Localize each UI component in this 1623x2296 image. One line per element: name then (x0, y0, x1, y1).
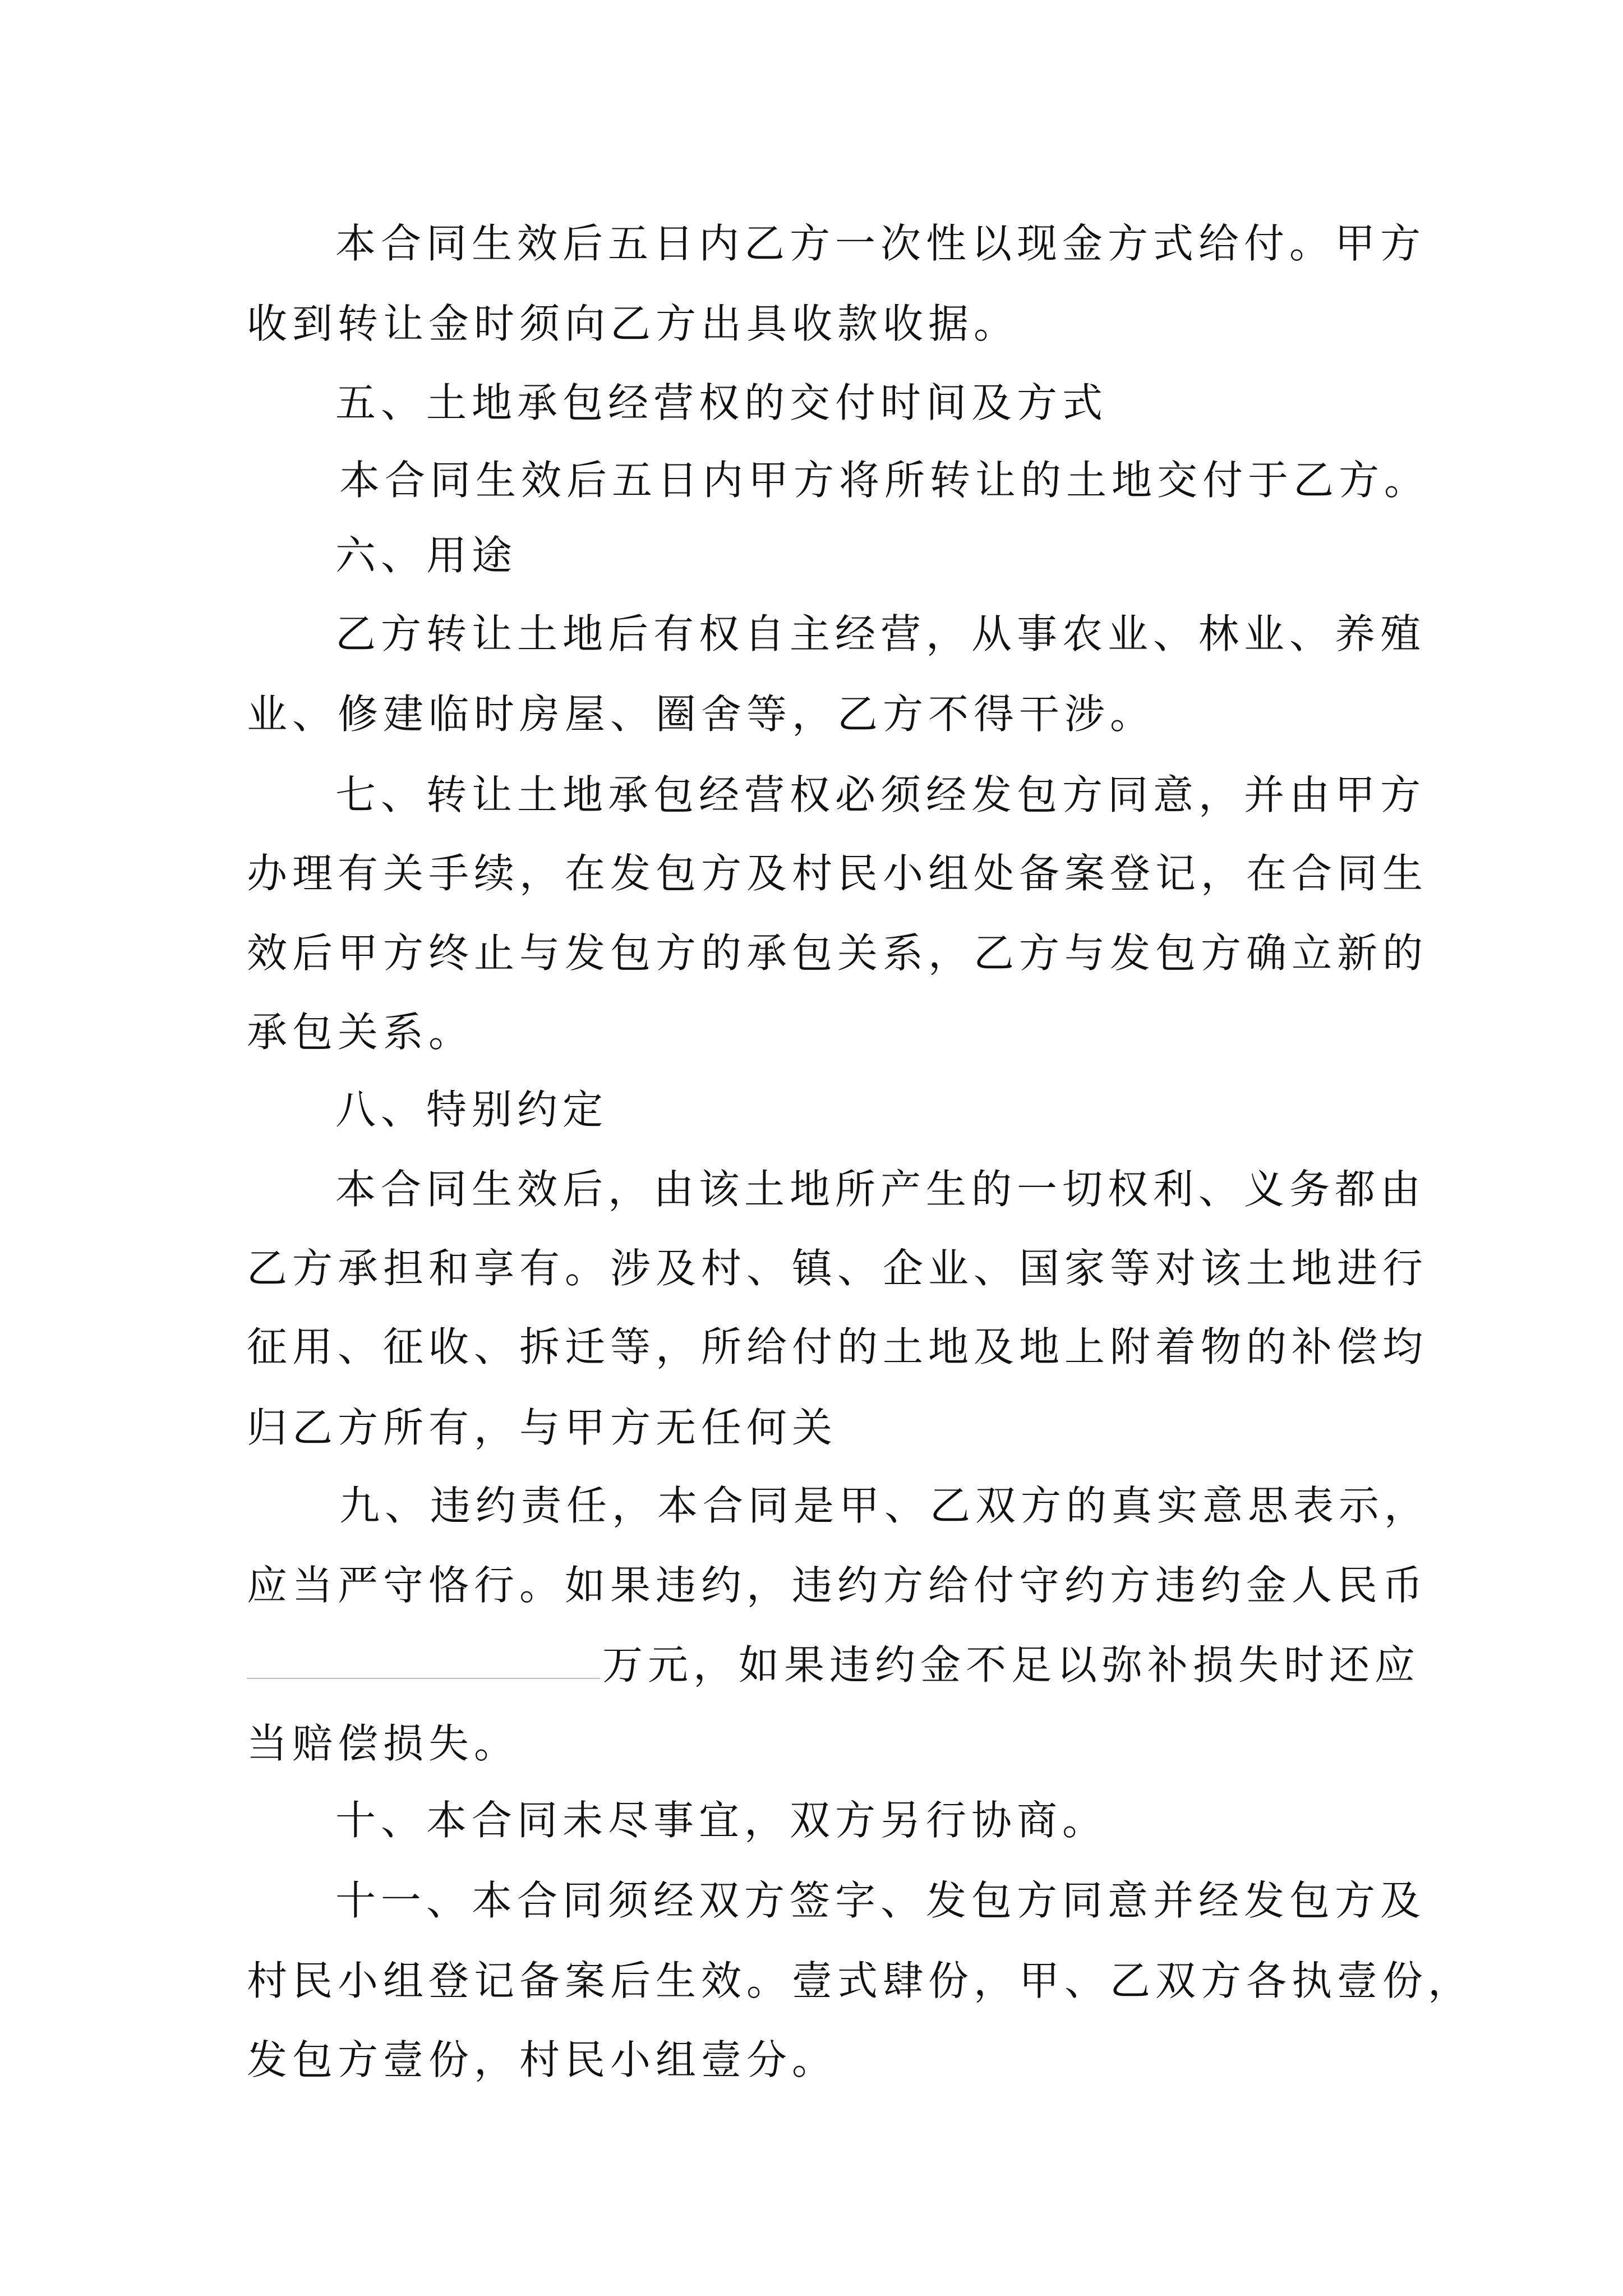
text-line: 乙方转让土地后有权自主经营，从事农业、林业、养殖 (335, 610, 1426, 657)
text-line: 承包关系。 (247, 1009, 474, 1056)
amount-blank (247, 1644, 600, 1679)
text-line: 业、修建临时房屋、圈舍等，乙方不得干涉。 (247, 691, 1156, 738)
section-heading: 六、用途 (335, 532, 518, 579)
text-line: 十、本合同未尽事宜，双方另行协商。 (335, 1797, 1108, 1844)
text-line: 十一、本合同须经双方签字、发包方同意并经发包方及 (335, 1877, 1426, 1924)
text-line: 七、转让土地承包经营权必须经发包方同意，并由甲方 (335, 771, 1426, 818)
text-line: 归乙方所有，与甲方无任何关 (247, 1404, 838, 1451)
text-line: 村民小组登记备案后生效。壹式肆份，甲、乙双方各执壹份， (247, 1957, 1474, 2004)
text-line: 本合同生效后五日内乙方一次性以现金方式给付。甲方 (335, 220, 1426, 267)
text-line: 征用、征收、拆迁等，所给付的土地及地上附着物的补偿均 (247, 1323, 1428, 1370)
text-line: 效后甲方终止与发包方的承包关系，乙方与发包方确立新的 (247, 930, 1428, 977)
text-line: 九、违约责任，本合同是甲、乙双方的真实意思表示， (339, 1482, 1430, 1529)
text-line: 办理有关手续，在发包方及村民小组处备案登记，在合同生 (247, 850, 1428, 897)
section-heading: 五、土地承包经营权的交付时间及方式 (335, 379, 1108, 426)
text-line: 应当严守恪行。如果违约，违约方给付守约方违约金人民币 (247, 1562, 1428, 1609)
text-line-with-blank (247, 1637, 1420, 1693)
text-line: 万元，如果违约金不足以弥补损失时还应 (602, 1641, 1421, 1688)
text-line: 本合同生效后五日内甲方将所转让的土地交付于乙方。 (339, 457, 1430, 504)
section-heading: 八、特别约定 (335, 1086, 608, 1133)
text-line: 本合同生效后，由该土地所产生的一切权利、义务都由 (335, 1166, 1426, 1213)
text-line: 乙方承担和享有。涉及村、镇、企业、国家等对该土地进行 (247, 1245, 1428, 1292)
text-line: 当赔偿损失。 (247, 1720, 520, 1767)
text-line: 发包方壹份，村民小组壹分。 (247, 2036, 838, 2083)
text-line: 收到转让金时须向乙方出具收款收据。 (247, 300, 1020, 347)
